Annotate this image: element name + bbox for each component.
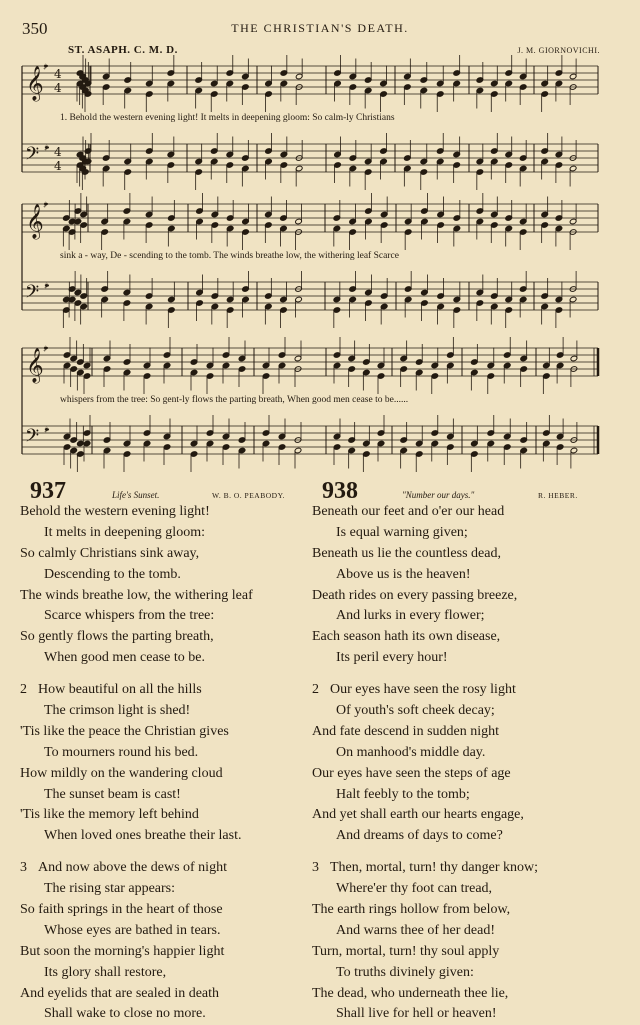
verse-line [20,722,253,743]
tune-name: ST. ASAPH. C. M. D. [68,44,178,56]
verse-line [312,805,538,826]
verse-line [312,764,538,785]
verse-line [312,826,538,847]
verse-text: Then, mortal, turn! thy danger know; [330,860,539,876]
verse-text: The dead, who underneath thee lie, [312,985,509,1001]
verse-line [20,785,253,806]
verse-line [312,523,538,544]
hymn-937-text [20,502,253,1025]
verse-text: So gently flows the parting breath, [20,629,214,645]
verse-text: Death rides on every passing breeze, [312,587,518,603]
verse-text: And now above the dews of night [38,860,227,876]
verse-text: The earth rings hollow from below, [312,902,511,918]
verse-text: And lurks in every flower; [336,608,485,624]
verse-text: Is equal warning given; [336,524,468,540]
verse-text: And fate descend in sudden night [312,723,500,739]
verse-line [312,963,538,984]
treble-clef-icon: 𝄞 [26,348,44,383]
bass-clef-icon: 𝄢 [25,282,40,307]
page-number: 350 [22,19,48,38]
verse-line [20,764,253,785]
verse-line [20,523,253,544]
verse-text: Behold the western evening light! [20,504,210,519]
verse-line [20,502,253,523]
verse-text: To truths divinely given: [336,964,474,980]
verse-line [312,785,538,806]
verse-text: Shall wake to close no more. [44,1006,206,1022]
verse-line [312,648,538,669]
verse-text: 'Tis like the peace the Christian gives [20,723,229,739]
verse-line [312,743,538,764]
verse-text: Our eyes have seen the steps of age [312,765,511,781]
verse-text: Beneath us lie the countless dead, [312,545,501,561]
time-signature-icon: 4 [54,81,62,95]
hymn-title-937: Life's Sunset. [112,490,160,500]
stanza-number: 2 [20,682,27,698]
verse-text: 'Tis like the memory left behind [20,807,199,823]
verse-text: On manhood's middle day. [336,744,486,760]
verse-line [20,680,253,701]
time-signature-icon: 4 [54,67,62,81]
verse-line [20,1004,253,1025]
verse-line [20,879,253,900]
verse-text: Above us is the heaven! [336,566,471,582]
verse-text: When good men cease to be. [44,650,205,666]
treble-clef-icon: 𝄞 [26,66,44,101]
verse-text: The crimson light is shed! [44,703,191,719]
verse-line [20,805,253,826]
verse-line [312,586,538,607]
underlay-line-3: whispers from the tree: So gent-ly flows the parting breath, When good men cease to be...... [60,395,409,405]
verse-line [312,544,538,565]
hymn-title-938: "Number our days." [402,490,475,500]
bass-clef-icon: 𝄢 [25,144,40,169]
verse-line [312,1004,538,1025]
hymn-number-937: 937 [30,478,66,504]
sharp-icon: ♯ [44,282,49,292]
verse-line [20,900,253,921]
verse-line [20,826,253,847]
verse-line [312,879,538,900]
running-head: THE CHRISTIAN'S DEATH. [231,21,409,35]
verse-text: Where'er thy foot can tread, [336,881,493,897]
sharp-icon: ♯ [44,144,49,154]
verse-text: Halt feebly to the tomb; [336,786,470,802]
verse-line [312,627,538,648]
verse-line [312,565,538,586]
verse-text: And eyelids that are sealed in death [20,985,220,1001]
stanza-number: 3 [20,860,27,876]
verse-line [312,701,538,722]
verse-text: Shall live for hell or heaven! [336,1006,497,1022]
underlay-line-2: sink a - way, De - scending to the tomb. The winds breathe low, the withering leaf Scarce [60,251,399,261]
verse-text: Of youth's soft cheek decay; [336,703,495,719]
verse-text: And warns thee of her dead! [336,922,495,938]
verse-text: The sunset beam is cast! [44,786,181,802]
verse-line [20,701,253,722]
stanza-number: 2 [312,682,319,698]
verse-line [20,743,253,764]
verse-text: Descending to the tomb. [44,566,181,582]
treble-clef-icon: 𝄞 [26,204,44,239]
verse-line [20,627,253,648]
time-signature-icon: 4 [54,145,62,159]
verse-text: And dreams of days to come? [336,828,503,844]
tune-composer: J. M. GIORNOVICHI. [517,46,600,55]
verse-text: Scarce whispers from the tree: [44,608,215,624]
verse-line [312,858,538,879]
verse-text: Turn, mortal, turn! thy soul apply [312,943,500,959]
verse-line [20,648,253,669]
verse-text: How mildly on the wandering cloud [20,765,223,781]
verse-text: And yet shall earth our hearts engage, [312,807,524,823]
verse-line [20,606,253,627]
verse-text: Its peril every hour! [336,650,448,666]
verse-text: So faith springs in the heart of those [20,902,223,918]
verse-line [312,942,538,963]
verse-line [312,680,538,701]
bass-clef-icon: 𝄢 [25,426,40,451]
verse-line [20,586,253,607]
verse-text: Whose eyes are bathed in tears. [44,922,221,938]
verse-line [312,984,538,1005]
verse-line [312,900,538,921]
time-signature-icon: 4 [54,159,62,173]
verse-text: So calmly Christians sink away, [20,545,200,561]
verse-line [20,858,253,879]
verse-text: The rising star appears: [44,881,176,897]
verse-text: But soon the morning's happier light [20,943,225,959]
verse-text: The winds breathe low, the withering leaf [20,587,253,603]
verse-text: To mourners round his bed. [44,744,199,760]
verse-line [312,722,538,743]
hymn-author-937: W. B. O. PEABODY. [212,491,285,500]
verse-line [312,502,538,523]
verse-text: Beneath our feet and o'er our head [312,504,505,519]
verse-line [312,921,538,942]
sharp-icon: ♯ [43,345,48,355]
hymn-author-938: R. HEBER. [538,491,578,500]
verse-text: Its glory shall restore, [44,964,167,980]
hymn-938-text [312,502,538,1025]
sharp-icon: ♯ [44,426,49,436]
verse-line [20,544,253,565]
verse-line [20,565,253,586]
verse-line [20,942,253,963]
underlay-line-1: 1. Behold the western evening light! It melts in deepening gloom: So calm-ly Christians [60,113,395,123]
verse-line [312,606,538,627]
verse-text: How beautiful on all the hills [38,682,202,698]
verse-line [20,963,253,984]
hymn-number-938: 938 [322,478,358,504]
verse-line [20,984,253,1005]
sharp-icon: ♯ [43,201,48,211]
sharp-icon: ♯ [43,63,48,73]
verse-text: When loved ones breathe their last. [44,828,242,844]
stanza-number: 3 [312,860,319,876]
verse-text: Each season hath its own disease, [312,629,501,645]
verse-text: It melts in deepening gloom: [44,524,205,540]
verse-text: Our eyes have seen the rosy light [330,682,516,698]
verse-line [20,921,253,942]
